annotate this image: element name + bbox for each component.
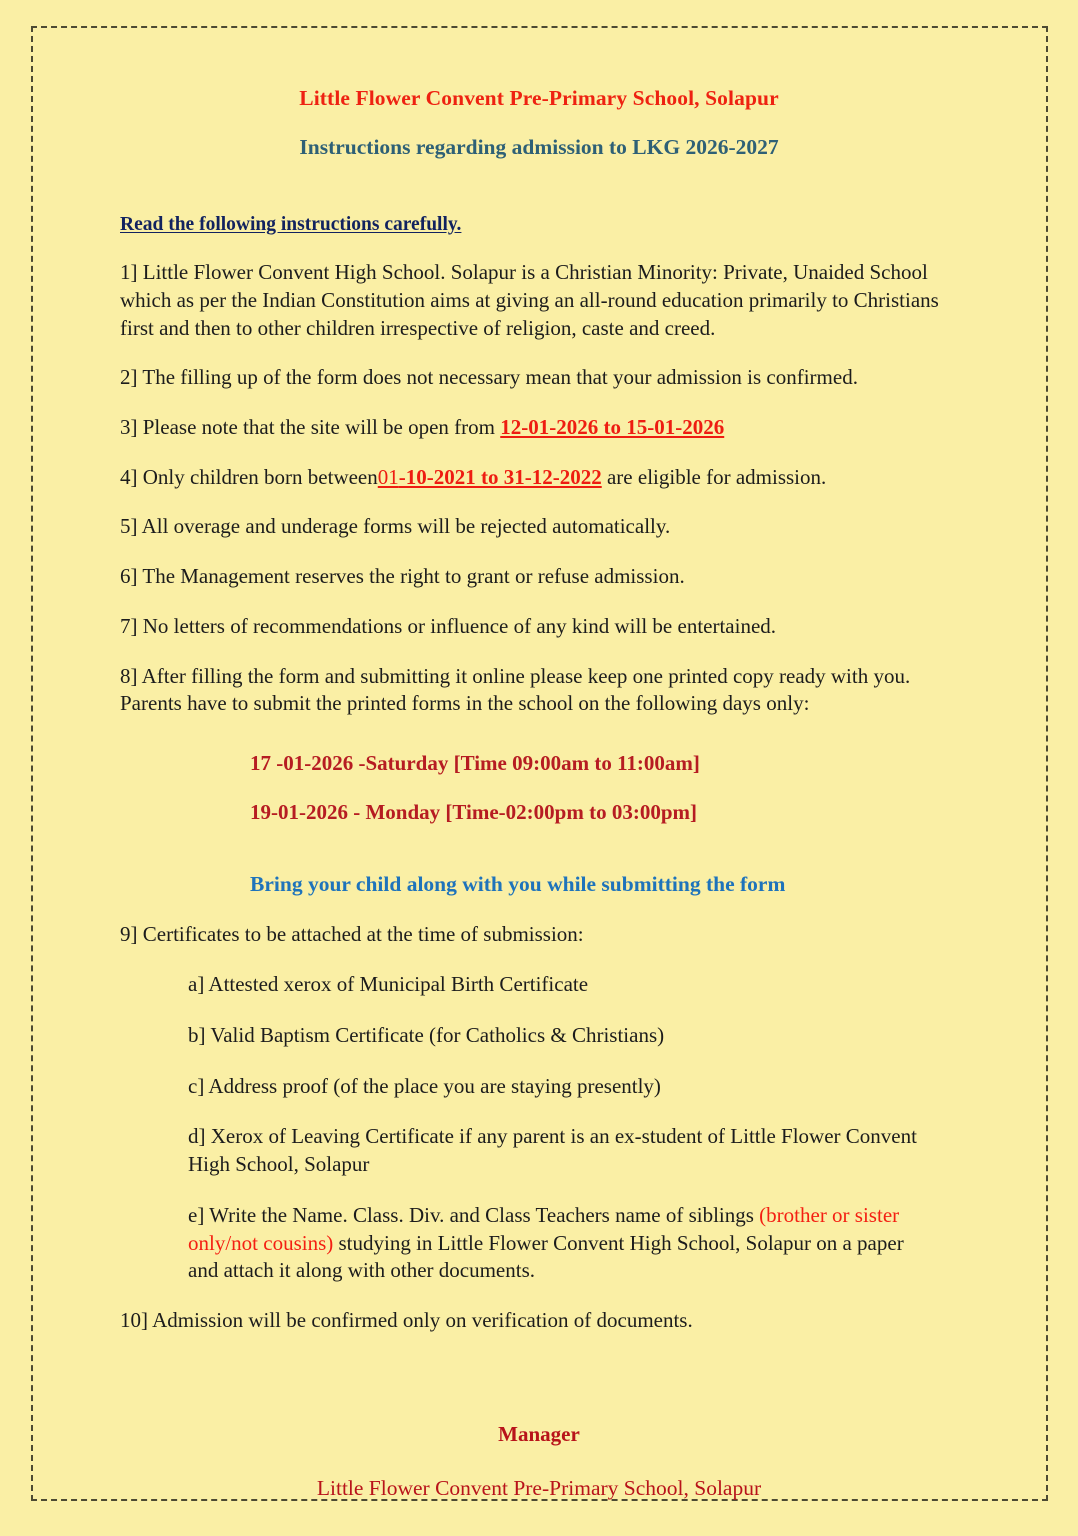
instruction-item-10: 10] Admission will be confirmed only on verification of documents. xyxy=(120,1308,693,1333)
instruction-item-2: 2] The filling up of the form does not necessary mean that your admission is confirmed. xyxy=(120,365,858,390)
birth-date-range-start: 01 xyxy=(377,464,399,489)
instruction-item-7: 7] No letters of recommendations or influence of any kind will be entertained. xyxy=(120,613,777,638)
instruction-item-8: 8] After filling the form and submitting it online please keep one printed copy ready with you. Parents have to submit the printed forms in the school on the following days only: xyxy=(120,663,911,716)
certificate-item-d: d] Xerox of Leaving Certificate if any parent is an ex-student of Little Flower Convent High School, Solapur xyxy=(188,1124,917,1177)
page-subtitle: Instructions regarding admission to LKG 2026-2027 xyxy=(299,134,779,159)
certificate-item-c: c] Address proof (of the place you are staying presently) xyxy=(188,1073,661,1098)
footer-school-name: Little Flower Convent Pre-Primary School, Solapur xyxy=(316,1476,762,1501)
instruction-item-3 xyxy=(0,392,1078,442)
instruction-item-6: 6] The Management reserves the right to grant or refuse admission. xyxy=(120,564,685,589)
certificate-item-e xyxy=(0,1179,1078,1285)
certificate-item-a: a] Attested xerox of Municipal Birth Certificate xyxy=(188,972,589,997)
site-open-dates: 12-01-2026 to 15-01-2026 xyxy=(500,415,725,439)
instruction-item-4-prefix: 4] Only children born between xyxy=(120,464,378,489)
read-instructions-heading: Read the following instructions carefully. xyxy=(120,213,462,235)
instruction-item-5: 5] All overage and underage forms will be rejected automatically. xyxy=(120,514,671,539)
footer-manager-title: Manager xyxy=(498,1421,580,1446)
instruction-item-4-suffix: are eligible for admission. xyxy=(601,464,827,489)
instruction-item-9: 9] Certificates to be attached at the time of submission: xyxy=(120,921,584,946)
certificate-item-b: b] Valid Baptism Certificate (for Catholics & Christians) xyxy=(188,1023,665,1047)
instruction-item-1: 1] Little Flower Convent High School. Solapur is a Christian Minority: Private, Unaided School which as per the Indian Constitution aims at giving an all-round education primarily to Christians first and then to other children irrespective of religion, caste and creed. xyxy=(120,260,939,340)
instruction-item-4 xyxy=(0,442,1078,492)
certificate-item-e-part2: studying in Little Flower Convent High School, Solapur on a paper and attach it along with other documents. xyxy=(188,1230,904,1283)
bring-child-note: Bring your child along with you while submitting the form xyxy=(250,871,786,896)
instruction-item-3-prefix: 3] Please note that the site will be open from xyxy=(120,415,501,439)
submission-day-1: 17 -01-2026 -Saturday [Time 09:00am to 11:00am] xyxy=(250,751,700,776)
page-title: Little Flower Convent Pre-Primary School, Solapur xyxy=(299,86,779,110)
sibling-clarification-note: (brother or sister only/not cousins) xyxy=(188,1202,900,1255)
certificate-item-e-part1: e] Write the Name. Class. Div. and Class Teachers name of siblings xyxy=(188,1202,760,1227)
submission-day-2: 19-01-2026 - Monday [Time-02:00pm to 03:00pm] xyxy=(250,800,697,825)
birth-date-range: -10-2021 to 31-12-2022 xyxy=(398,464,602,489)
